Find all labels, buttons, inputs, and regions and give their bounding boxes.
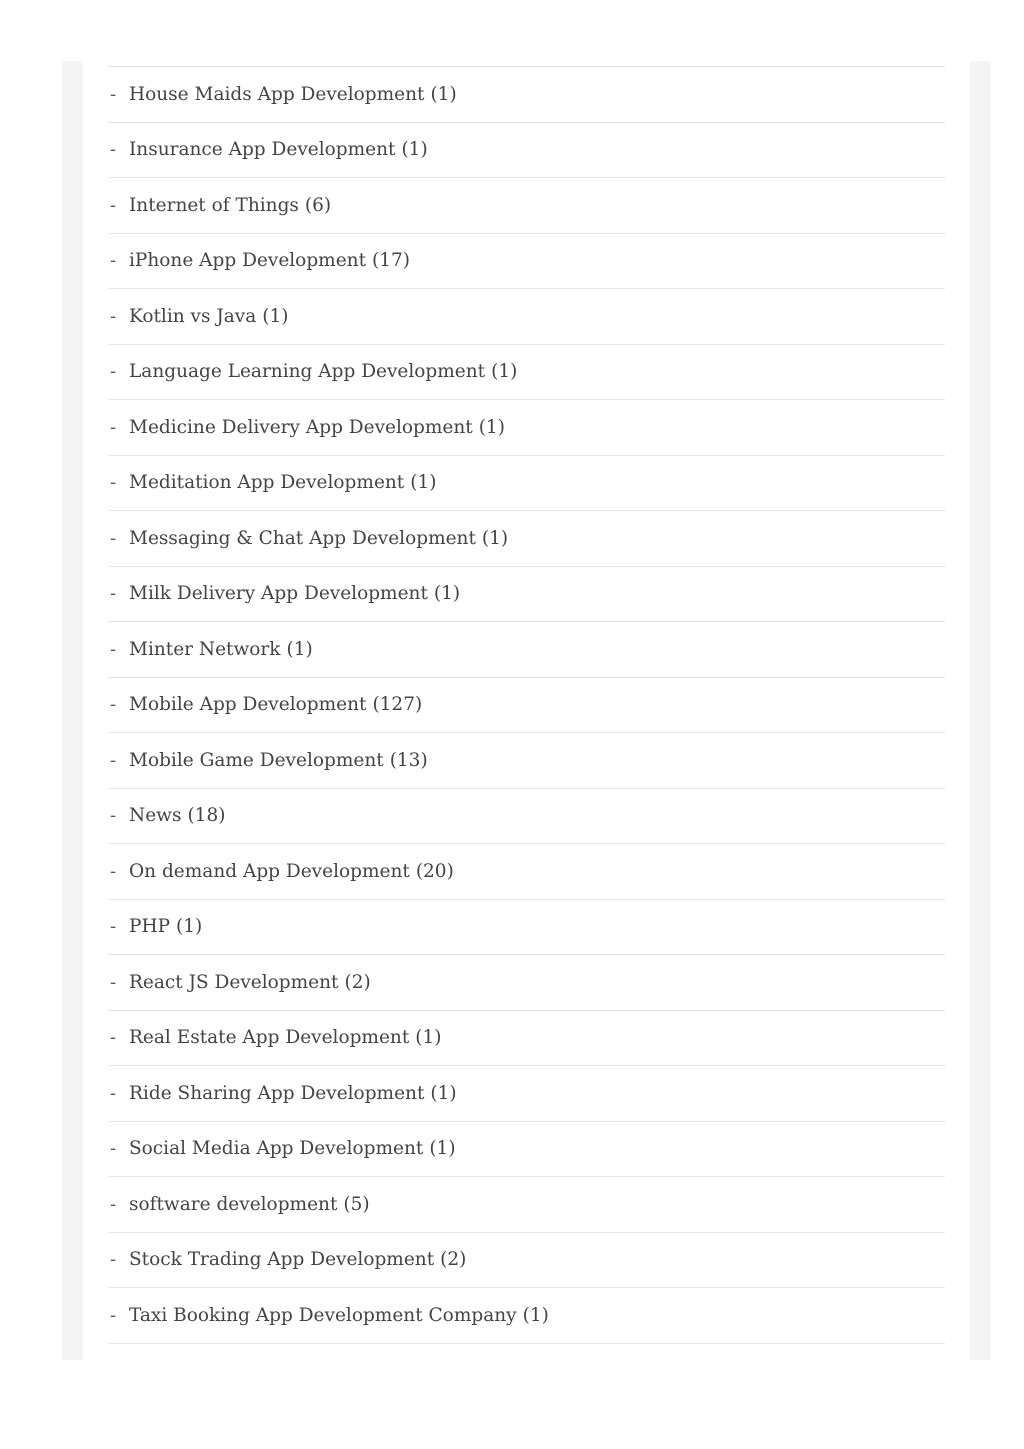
category-count: (1)	[430, 1082, 457, 1104]
category-link[interactable]: Language Learning App Development	[129, 361, 486, 383]
dash-bullet: -	[110, 694, 117, 716]
dash-bullet: -	[110, 916, 117, 938]
list-item	[108, 456, 945, 512]
list-item	[108, 234, 945, 290]
category-link[interactable]: Taxi Booking App Development Company	[129, 1304, 517, 1326]
list-item	[108, 733, 945, 789]
category-link[interactable]: PHP	[129, 916, 171, 938]
dash-bullet: -	[110, 472, 117, 494]
category-count: (1)	[415, 1027, 442, 1049]
category-link[interactable]: Medicine Delivery App Development	[129, 416, 473, 438]
dash-bullet: -	[110, 971, 117, 993]
dash-bullet: -	[110, 1304, 117, 1326]
list-item	[108, 1011, 945, 1067]
dash-bullet: -	[110, 1027, 117, 1049]
list-item	[108, 345, 945, 401]
category-link[interactable]: On demand App Development	[129, 860, 410, 882]
category-link[interactable]: Meditation App Development	[129, 472, 405, 494]
category-count: (1)	[176, 916, 203, 938]
list-item	[108, 1288, 945, 1344]
category-count: (1)	[522, 1304, 549, 1326]
category-link[interactable]: Minter Network	[129, 638, 281, 660]
dash-bullet: -	[110, 194, 117, 216]
category-count: (2)	[440, 1249, 467, 1271]
dash-bullet: -	[110, 83, 117, 105]
dash-bullet: -	[110, 860, 117, 882]
category-link[interactable]: Mobile Game Development	[129, 749, 384, 771]
list-item	[108, 622, 945, 678]
dash-bullet: -	[110, 1249, 117, 1271]
category-count: (5)	[343, 1193, 370, 1215]
category-count: (127)	[372, 694, 423, 716]
list-item	[108, 511, 945, 567]
category-count: (2)	[344, 971, 371, 993]
list-item	[108, 1066, 945, 1122]
dash-bullet: -	[110, 1082, 117, 1104]
dash-bullet: -	[110, 749, 117, 771]
dash-bullet: -	[110, 416, 117, 438]
category-count: (13)	[389, 749, 428, 771]
dash-bullet: -	[110, 1138, 117, 1160]
dash-bullet: -	[110, 139, 117, 161]
category-count: (20)	[415, 860, 454, 882]
list-item	[108, 955, 945, 1011]
category-link[interactable]: Social Media App Development	[129, 1138, 424, 1160]
dash-bullet: -	[110, 1193, 117, 1215]
list-item	[108, 844, 945, 900]
dash-bullet: -	[110, 305, 117, 327]
category-link[interactable]: Messaging & Chat App Development	[129, 527, 476, 549]
category-link[interactable]: Milk Delivery App Development	[129, 583, 428, 605]
category-link[interactable]: React JS Development	[129, 971, 339, 993]
category-link[interactable]: Real Estate App Development	[129, 1027, 410, 1049]
category-count: (1)	[286, 638, 313, 660]
category-count: (1)	[401, 139, 428, 161]
category-link[interactable]: Mobile App Development	[129, 694, 367, 716]
category-count: (1)	[262, 305, 289, 327]
category-count: (1)	[478, 416, 505, 438]
category-count: (18)	[187, 805, 226, 827]
category-link[interactable]: Ride Sharing App Development	[129, 1082, 425, 1104]
category-count: (6)	[304, 194, 332, 216]
category-link[interactable]: software development	[129, 1193, 338, 1215]
category-link[interactable]: Insurance App Development	[129, 139, 396, 161]
category-link[interactable]: News	[129, 805, 182, 827]
dash-bullet: -	[110, 361, 117, 383]
list-item	[108, 400, 945, 456]
dash-bullet: -	[110, 527, 117, 549]
category-count: (17)	[372, 250, 410, 272]
list-item	[108, 900, 945, 956]
category-link[interactable]: Stock Trading App Development	[129, 1249, 435, 1271]
category-link[interactable]: iPhone App Development	[129, 250, 367, 272]
category-link[interactable]: Kotlin vs Java	[129, 305, 257, 327]
category-count: (1)	[491, 361, 518, 383]
category-count: (1)	[481, 527, 509, 549]
list-item	[108, 789, 945, 845]
list-item	[108, 678, 945, 734]
dash-bullet: -	[110, 638, 117, 660]
dash-bullet: -	[110, 583, 117, 605]
list-item	[108, 567, 945, 623]
list-item	[108, 178, 945, 234]
list-item	[108, 1122, 945, 1178]
dash-bullet: -	[110, 250, 117, 272]
dash-bullet: -	[110, 805, 117, 827]
list-item	[108, 67, 945, 123]
category-list	[108, 66, 945, 1344]
category-count: (1)	[410, 472, 437, 494]
category-count: (1)	[430, 83, 457, 105]
list-item	[108, 123, 945, 179]
category-link[interactable]: Internet of Things	[129, 194, 299, 216]
category-link[interactable]: House Maids App Development	[129, 83, 425, 105]
list-item	[108, 289, 945, 345]
list-item	[108, 1233, 945, 1289]
category-count: (1)	[429, 1138, 456, 1160]
list-item	[108, 1177, 945, 1233]
category-count: (1)	[433, 583, 461, 605]
